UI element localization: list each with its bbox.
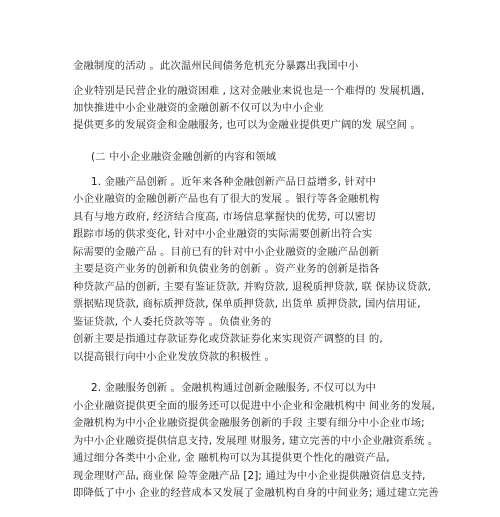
paragraph-line: 提供更多的发展资金和金融服务, 也可以为金融业提供更广阔的发 展空间 。 xyxy=(73,119,421,131)
paragraph-line: 跟踪市场的供求变化, 针对中小企业融资的实际需要创新出符合实 xyxy=(73,228,373,240)
paragraph-line: 金融制度的活动 。此次温州民间债务危机充分暴露出我国中小 xyxy=(73,60,359,72)
paragraph-line: 际需要的金融产品 。目前已有的针对中小企业融资的金融产品创新 xyxy=(73,246,380,258)
paragraph-line: 即降低了中小 企业的经营成本又发展了金融机构自身的中间业务; 通过建立完善 xyxy=(73,487,439,499)
paragraph-line: 以提高银行向中小企业发放贷款的积极性 。 xyxy=(73,351,275,363)
paragraph-line: 为中小企业融资提供信息支持, 发展理 财服务, 建立完善的中小企业融资系统 。 xyxy=(73,435,439,447)
paragraph-line: 1. 金融产品创新 。近年来各种金融创新产品日益增多, 针对中 xyxy=(91,176,376,188)
paragraph-line: 主要是资产业务的创新和负债业务的创新 。资产业务的创新是指各 xyxy=(73,263,380,275)
section-heading: (二 中小企业融资金融创新的内容和领域 xyxy=(91,151,277,163)
paragraph-line: 创新主要是指通过存款证券化或贷款证券化来实现资产调整的目 的, xyxy=(73,333,383,345)
paragraph-line: 加快推进中小企业融资的金融创新不仅可以为中小企业 xyxy=(73,102,324,114)
paragraph-line: 企业特别是民营企业的融资困难 , 这对金融业来说也是一个难得的 发展机遇, xyxy=(73,85,425,97)
paragraph-line: 2. 金融服务创新 。金融机构通过创新金融服务, 不仅可以为中 xyxy=(91,382,376,394)
paragraph-line: 具有与地方政府, 经济结合度高, 市场信息掌握快的优势, 可以密切 xyxy=(73,211,376,223)
paragraph-line: 金融机构为中小企业融资提供金融服务创新的手段 主要有细分中小企业市场; xyxy=(73,417,425,429)
paragraph-line: 票据贴现贷款, 商标质押贷款, 保单质押贷款, 出货单 质押贷款, 国内信用证, xyxy=(73,298,421,310)
paragraph-line: 小企业融资的金融创新产品也有了很大的发展 。银行等各金融机构 xyxy=(73,193,380,205)
paragraph-line: 鉴证贷款, 个人委托贷款等等 。负债业务的 xyxy=(73,316,272,328)
paragraph-line: 通过细分各类中小企业, 金 融机构可以为其提供更个性化的融资产品, xyxy=(73,452,390,464)
paragraph-line: 小企业融资提供更全面的服务还可以促进中小企业和金融机构中 间业务的发展, xyxy=(73,400,436,412)
paragraph-line: 现金理财产品, 商业保 险等金融产品 [2]; 通过为中小企业提供融资信息支持, xyxy=(73,470,426,482)
paragraph-line: 种贷款产品的创新, 主要有鉴证贷款, 并购贷款, 退税质押贷款, 联 保协议贷款, xyxy=(73,281,432,293)
